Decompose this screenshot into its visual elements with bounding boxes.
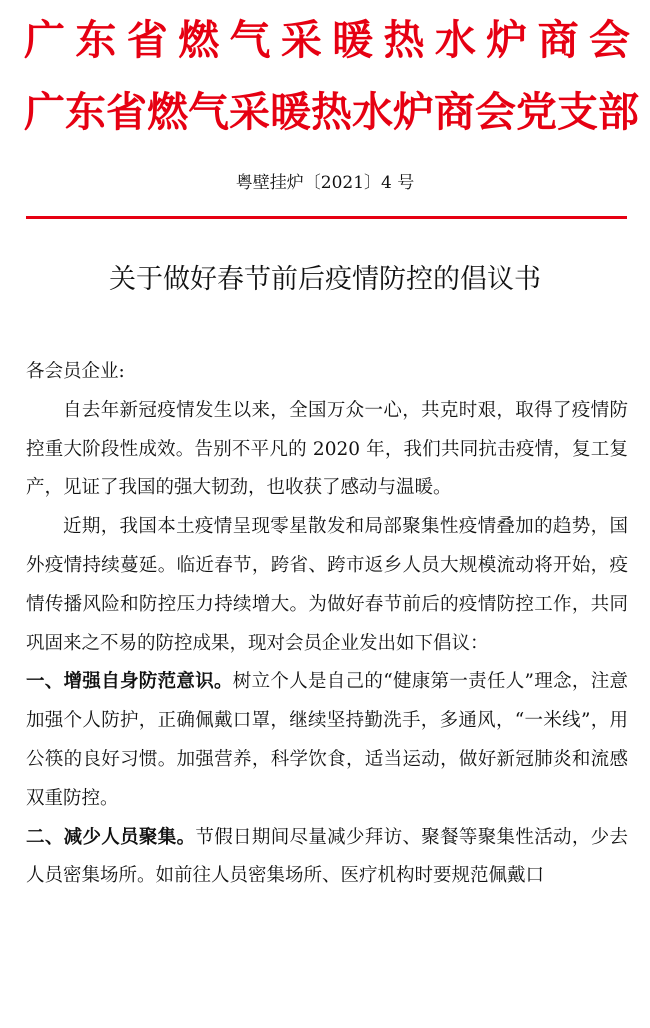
paragraph-situation: 近期，我国本土疫情呈现零星散发和局部聚集性疫情叠加的趋势，国外疫情持续蔓延。临近春节，跨省、跨市返乡人员大规模流动将开始，疫情传播风险和防控压力持续增大。为做好春节前后的疫情防控工作，共同巩固来之不易的防控成果，现对会员企业发出如下倡议： — [26, 516, 628, 654]
proposal-item-1-title: 一、增强自身防范意识。 — [26, 671, 233, 693]
paragraph-intro: 自去年新冠疫情发生以来，全国万众一心，共克时艰，取得了疫情防控重大阶段性成效。告别不平凡的 2020 年，我们共同抗击疫情，复工复产，见证了我国的强大韧劲，也收获了感动与温暖。 — [26, 399, 628, 499]
document-title: 关于做好春节前后疫情防控的倡议书 — [109, 264, 541, 295]
proposal-item-2-title: 二、减少人员聚集。 — [26, 826, 196, 848]
proposal-item-2-text: 节假日期间尽量减少拜访、聚餐等聚集性活动，少去人员密集场所。如前往人员密集场所、医疗机构时要规范佩戴口 — [26, 826, 628, 887]
issuing-party-branch: 广东省燃气采暖热水炉商会党支部 — [24, 88, 639, 136]
document-body — [26, 353, 628, 896]
issuing-organization: 广东省燃气采暖热水炉商会 — [24, 16, 630, 64]
proposal-item-1-text: 树立个人是自己的“健康第一责任人”理念，注意加强个人防护，正确佩戴口罩，继续坚持勤洗手，多通风，“一米线”，用公筷的良好习惯。加强营养，科学饮食，适当运动，做好新冠肺炎和流感双重防控。 — [26, 671, 628, 809]
document-number: 粤壁挂炉〔2021〕4 号 — [235, 173, 415, 193]
proposal-item-1 — [26, 663, 628, 818]
proposal-item-2 — [26, 819, 628, 897]
red-divider-line — [26, 216, 627, 219]
salutation: 各会员企业: — [26, 361, 125, 382]
